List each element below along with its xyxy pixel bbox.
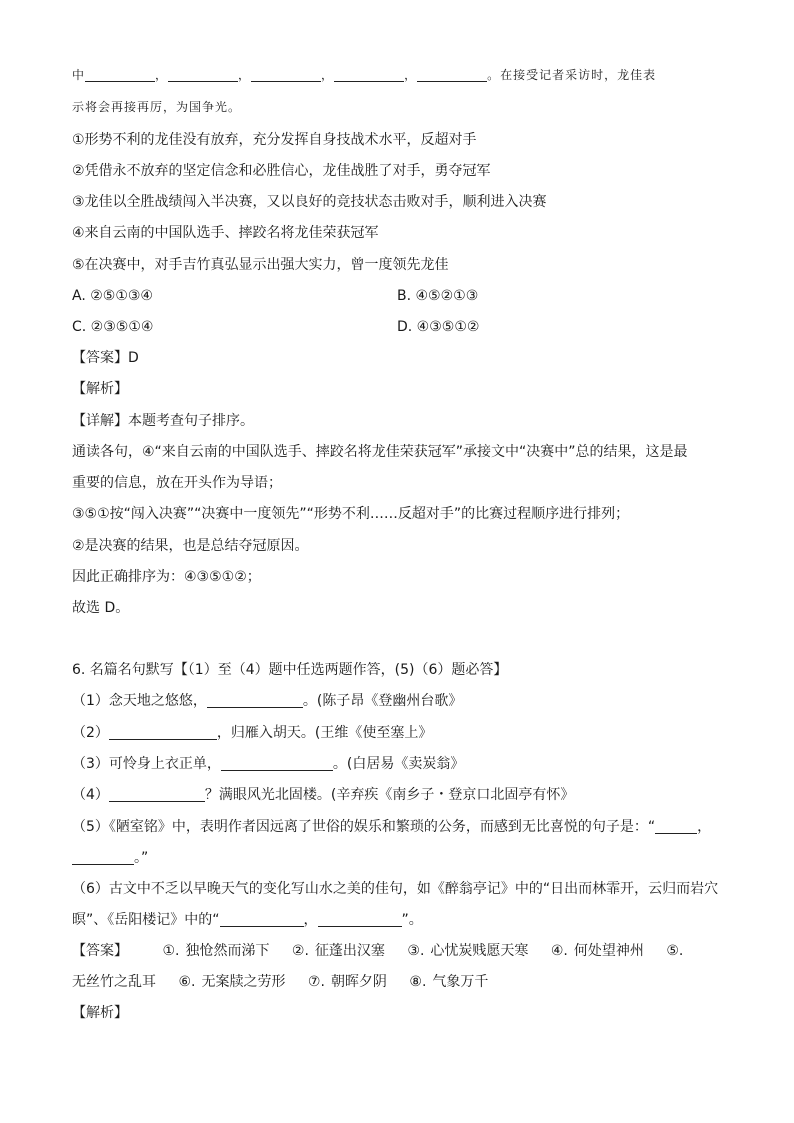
sep: ， <box>238 68 252 82</box>
explanation-6: 故选 D。 <box>72 600 130 616</box>
q6-analysis-label: 【解析】 <box>72 1005 128 1021</box>
answer-item: ⑤. <box>666 943 684 959</box>
q6-item-5-line-2: 。” <box>72 849 148 867</box>
answer-item: ①. 独怆然而涕下 <box>162 943 270 959</box>
q6-item-1: （1）念天地之悠悠， 。(陈子昂《登幽州台歌》 <box>72 693 463 709</box>
sentence-5: ⑤在决赛中，对手吉竹真弘显示出强大实力，曾一度领先龙佳 <box>72 257 449 273</box>
sep: ， <box>155 68 169 82</box>
blank-q6-5b <box>72 850 134 865</box>
q6-item-4: （4） ？满眼风光北固楼。(辛弃疾《南乡子・登京口北固亭有怀》 <box>72 787 575 803</box>
answer-item: ④. 何处望神州 <box>550 943 644 959</box>
explanation-4: ②是决赛的结果，也是总结夺冠原因。 <box>72 538 309 554</box>
answer-item: ⑧. 气象万千 <box>409 974 489 990</box>
sep: ， <box>404 68 418 82</box>
sep: ， <box>321 68 335 82</box>
detail-line: 【详解】本题考查句子排序。 <box>72 413 254 429</box>
sentence-4: ④来自云南的中国队选手、摔跤名将龙佳荣获冠军 <box>72 225 379 241</box>
sentence-3: ③龙佳以全胜战绩闯入半决赛，又以良好的竞技状态击败对手，顺利进入决赛 <box>72 194 547 210</box>
answer-item: 无丝竹之乱耳 <box>72 974 156 990</box>
blank-4 <box>334 67 404 82</box>
blank-5 <box>417 67 487 82</box>
analysis-label: 【解析】 <box>72 381 128 397</box>
blank-q6-3 <box>221 756 333 771</box>
option-d: D. ④③⑤①② <box>397 319 480 335</box>
answer-item: ②. 征蓬出汉塞 <box>291 943 385 959</box>
blank-3 <box>251 67 321 82</box>
blank-q6-1 <box>207 693 303 708</box>
explanation-5: 因此正确排序为：④③⑤①②； <box>72 569 261 585</box>
answer-item: ⑦. 朝晖夕阴 <box>307 974 387 990</box>
answer-line: 【答案】D <box>72 350 139 366</box>
para-line-2: 示将会再接再厉，为国争光。 <box>72 100 242 114</box>
blank-q6-6b <box>318 912 402 927</box>
blank-2 <box>168 67 238 82</box>
blank-q6-5a <box>655 819 697 834</box>
fill-blank-line <box>72 66 656 84</box>
explanation-2: 重要的信息，放在开头作为导语； <box>72 475 282 491</box>
blank-1 <box>85 67 155 82</box>
option-a: A. ②⑤①③④ <box>72 288 153 304</box>
explanation-3: ③⑤①按“闯入决赛”“决赛中一度领先”“形势不利……反超对手”的比赛过程顺序进行排列； <box>72 506 630 522</box>
answer-item: ⑥. 无案牍之劳形 <box>178 974 286 990</box>
sentence-2: ②凭借永不放弃的坚定信念和必胜信心，龙佳战胜了对手，勇夺冠军 <box>72 163 491 179</box>
explanation-1: 通读各句，④“来自云南的中国队选手、摔跤名将龙佳荣获冠军”承接文中“决赛中”总的结果，这是最 <box>72 444 688 460</box>
answer-item: ③. 心忧炭贱愿天寒 <box>407 943 529 959</box>
q6-item-2: （2） ，归雁入胡天。(王维《使至塞上》 <box>72 725 433 741</box>
sentence-1: ①形势不利的龙佳没有放弃，充分发挥自身技战术水平，反超对手 <box>72 132 477 148</box>
blank-q6-4 <box>109 787 205 802</box>
option-c: C. ②③⑤①④ <box>72 319 154 335</box>
option-b: B. ④⑤②①③ <box>397 288 479 304</box>
q6-item-6-line-2: 暝”、《岳阳楼记》中的“ ， ”。 <box>72 912 423 928</box>
text-tail: 。在接受记者采访时，龙佳表 <box>487 68 657 82</box>
q6-item-5-line-1: （5）《陋室铭》中，表明作者因远离了世俗的娱乐和繁琐的公务，而感到无比喜悦的句子是：“ ， <box>72 819 712 835</box>
blank-q6-6a <box>220 912 304 927</box>
question-6-title: 6. 名篇名句默写【（1）至（4）题中任选两题作答，(5)（6）题必答】 <box>72 662 508 678</box>
q6-answers-line-1: 【答案】 ①. 独怆然而涕下 ②. 征蓬出汉塞 ③. 心忧炭贱愿天寒 ④. 何处望神州 ⑤. <box>72 942 707 960</box>
blank-q6-2 <box>109 725 217 740</box>
q6-item-3: （3）可怜身上衣正单， 。(白居易《卖炭翁》 <box>72 756 465 772</box>
text-lead: 中 <box>72 68 86 82</box>
q6-item-6-line-1: （6）古文中不乏以早晚天气的变化写山水之美的佳句，如《醉翁亭记》中的“日出而林霏开，云归而岩穴 <box>72 881 719 897</box>
q6-answers-line-2 <box>72 973 506 991</box>
